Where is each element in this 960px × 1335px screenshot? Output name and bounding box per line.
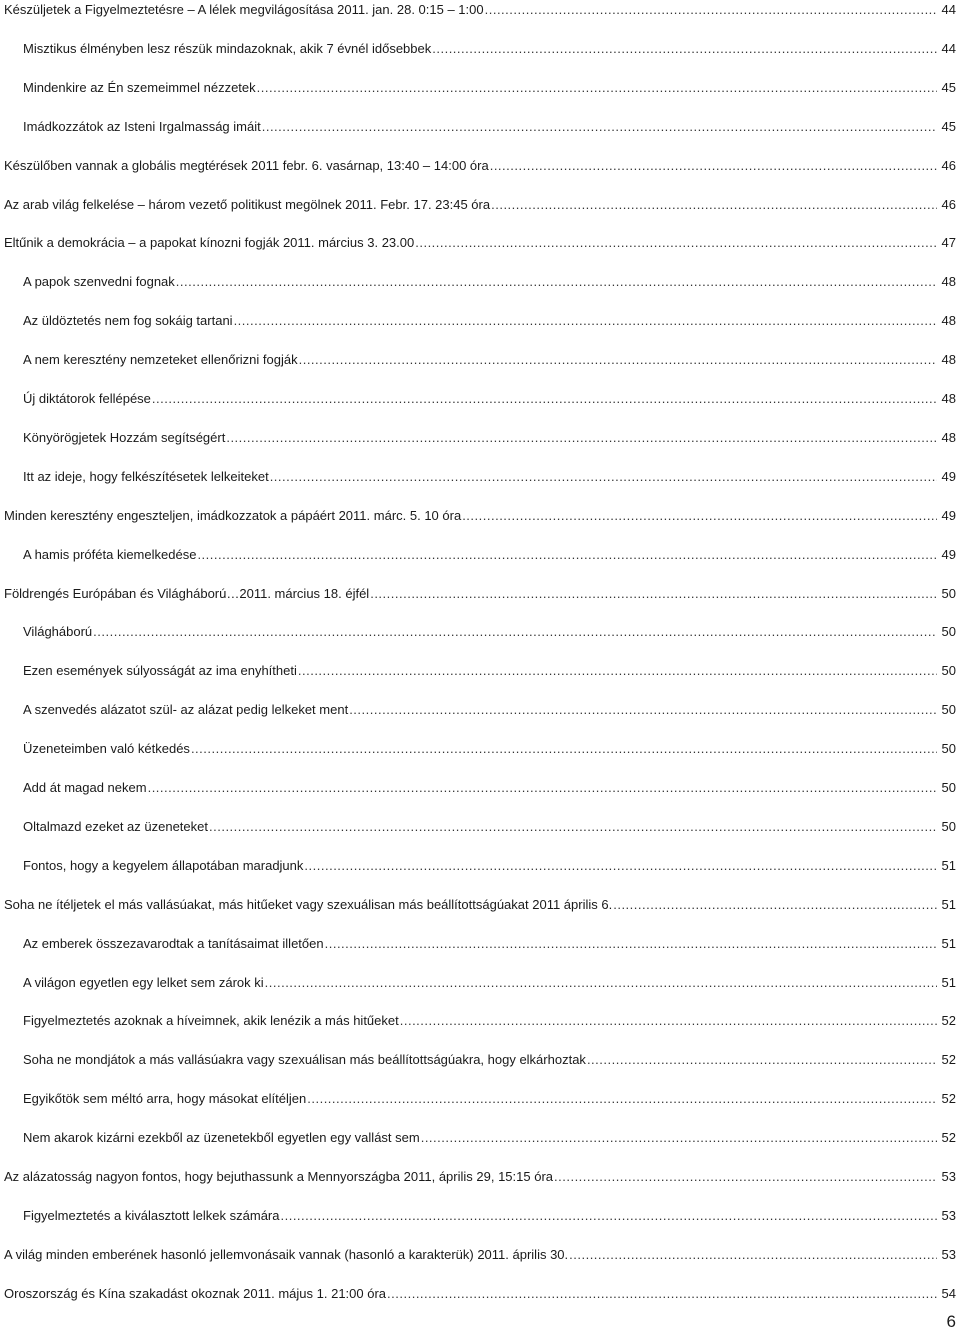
toc-entry[interactable] [4, 1245, 956, 1265]
toc-entry-title: Fontos, hogy a kegyelem állapotában maradjunk [23, 857, 304, 873]
toc-entry-title: Földrengés Európában és Világháború…2011. március 18. éjfél [4, 585, 370, 601]
dot-leader [613, 895, 937, 915]
toc-entry-page: 53 [941, 1169, 956, 1184]
toc-entry[interactable] [23, 467, 956, 487]
toc-entry[interactable] [4, 156, 956, 176]
toc-entry-title: Az emberek összezavarodtak a tanításaimat illetően [23, 935, 324, 951]
toc-entry-page: 51 [941, 857, 956, 873]
toc-entry-title: Az arab világ felkelése – három vezető politikust megölnek 2011. Febr. 17. 23:45 óra [4, 196, 491, 212]
toc-entry-title: A szenvedés alázatot szül- az alázat pedig lelkeket ment [23, 702, 349, 718]
dot-leader [587, 1050, 937, 1070]
toc-entry-page: 49 [941, 546, 956, 562]
toc-entry-title: A papok szenvedni fognak [23, 274, 175, 290]
dot-leader [421, 1128, 937, 1148]
toc-entry[interactable] [23, 739, 956, 759]
toc-entry-page: 46 [941, 157, 956, 173]
toc-entry-title: Imádkozzátok az Isteni Irgalmasság imáit [23, 118, 261, 134]
toc-entry-page: 54 [941, 1285, 956, 1301]
toc-entry-page: 50 [941, 624, 956, 640]
dot-leader [191, 739, 937, 759]
dot-leader [152, 389, 937, 409]
toc-entry-page: 47 [941, 235, 956, 251]
toc-entry[interactable] [23, 1206, 956, 1226]
toc-entry-page: 48 [941, 274, 956, 290]
toc-entry-title: Figyelmeztetés a kiválasztott lelkek számára [23, 1207, 280, 1223]
toc-entry-page: 50 [941, 702, 956, 718]
toc-entry-title: A világ minden emberének hasonló jellemvonásaik vannak (hasonló a karakterük) 2011. április 30. [4, 1246, 569, 1262]
toc-entry[interactable] [23, 272, 956, 292]
toc-entry[interactable] [4, 1167, 956, 1187]
toc-entry[interactable] [23, 856, 956, 876]
toc-entry-page: 48 [941, 391, 956, 406]
toc-entry[interactable] [23, 934, 956, 954]
toc-entry-page: 50 [941, 585, 956, 601]
dot-leader [485, 0, 937, 20]
dot-leader [569, 1245, 937, 1265]
toc-entry-page: 53 [941, 1207, 956, 1223]
toc-entry[interactable] [23, 311, 956, 331]
toc-entry-title: Add át magad nekem [23, 780, 147, 795]
toc-entry-title: Egyikőtök sem méltó arra, hogy másokat elítéljen [23, 1091, 307, 1107]
toc-entry-page: 46 [941, 196, 956, 212]
toc-entry-title: Új diktátorok fellépése [23, 391, 151, 406]
dot-leader [415, 233, 937, 253]
toc-entry-page: 52 [941, 1013, 956, 1029]
toc-entry[interactable] [4, 506, 956, 526]
toc-entry-title: Készülőben vannak a globális megtérések 2011 febr. 6. vasárnap, 13:40 – 14:00 óra [4, 157, 489, 173]
toc-entry[interactable] [23, 117, 956, 137]
dot-leader [234, 311, 937, 331]
dot-leader [491, 195, 937, 215]
toc-entry-page: 44 [941, 40, 956, 56]
toc-entry-page: 45 [941, 79, 956, 95]
toc-entry-title: Az alázatosság nagyon fontos, hogy bejuthassunk a Mennyországba 2011, április 29, 15:15 óra [4, 1169, 554, 1184]
toc-entry[interactable] [23, 778, 956, 798]
dot-leader [226, 428, 937, 448]
toc-entry-page: 51 [941, 935, 956, 951]
toc-entry-page: 49 [941, 468, 956, 484]
toc-entry[interactable] [4, 233, 956, 253]
toc-entry[interactable] [23, 1050, 956, 1070]
toc-entry-title: Nem akarok kizárni ezekből az üzenetekből egyetlen egy vallást sem [23, 1130, 420, 1146]
toc-entry[interactable] [23, 622, 956, 642]
toc-entry[interactable] [23, 1128, 956, 1148]
toc-entry-title: A világon egyetlen egy lelket sem zárok ki [23, 974, 264, 990]
toc-entry[interactable] [23, 817, 956, 837]
toc-entry-page: 53 [941, 1246, 956, 1262]
toc-entry[interactable] [23, 39, 956, 59]
toc-entry[interactable] [23, 428, 956, 448]
dot-leader [197, 545, 937, 565]
toc-entry[interactable] [23, 1089, 956, 1109]
toc-entry-title: Oroszország és Kína szakadást okoznak 2011. május 1. 21:00 óra [4, 1285, 387, 1301]
toc-entry[interactable] [23, 973, 956, 993]
toc-entry-page: 48 [941, 429, 956, 445]
dot-leader [400, 1011, 937, 1031]
dot-leader [270, 467, 937, 487]
toc-entry[interactable] [4, 0, 956, 20]
toc-entry-page: 49 [941, 507, 956, 523]
toc-entry-page: 51 [941, 974, 956, 990]
toc-entry[interactable] [4, 584, 956, 604]
toc-entry[interactable] [4, 895, 956, 915]
toc-entry[interactable] [4, 1284, 956, 1304]
toc-entry[interactable] [23, 700, 956, 720]
toc-entry-title: Könyörögjetek Hozzám segítségért [23, 429, 226, 445]
dot-leader [280, 1206, 937, 1226]
toc-entry-title: Mindenkire az Én szemeimmel nézzetek [23, 79, 256, 95]
toc-entry-page: 52 [941, 1052, 956, 1068]
toc-entry-page: 51 [941, 896, 956, 912]
dot-leader [265, 973, 937, 993]
dot-leader [299, 350, 937, 370]
toc-entry-page: 50 [941, 741, 956, 757]
toc-entry-title: Üzeneteimben való kétkedés [23, 741, 190, 757]
dot-leader [148, 778, 937, 798]
toc-entry-title: Készüljetek a Figyelmeztetésre – A lélek megvilágosítása 2011. jan. 28. 0:15 – 1:00 [4, 2, 484, 17]
toc-entry-title: Minden keresztény engeszteljen, imádkozzatok a pápáért 2011. márc. 5. 10 óra [4, 507, 462, 523]
toc-entry-page: 45 [941, 118, 956, 134]
dot-leader [349, 700, 937, 720]
dot-leader [304, 856, 937, 876]
dot-leader [176, 272, 937, 292]
toc-entry-title: Ezen események súlyosságát az ima enyhítheti [23, 663, 297, 679]
dot-leader [432, 39, 937, 59]
dot-leader [325, 934, 937, 954]
toc-entry[interactable] [23, 1011, 956, 1031]
toc-entry-title: Világháború [23, 624, 93, 640]
toc-entry-title: Misztikus élményben lesz részük mindazoknak, akik 7 évnél idősebbek [23, 40, 432, 56]
dot-leader [262, 117, 937, 137]
toc-entry-title: A nem keresztény nemzeteket ellenőrizni fogják [23, 352, 298, 368]
toc-entry[interactable] [23, 661, 956, 681]
toc-entry-page: 52 [941, 1130, 956, 1146]
toc-entry-title: Oltalmazd ezeket az üzeneteket [23, 818, 208, 834]
dot-leader [387, 1284, 937, 1304]
toc-entry-page: 44 [941, 2, 956, 17]
toc-entry[interactable] [4, 195, 956, 215]
toc-entry-title: Soha ne mondjátok a más vallásúakra vagy szexuálisan más beállítottságúakra, hogy elkárhoztak [23, 1052, 586, 1068]
toc-entry-title: Itt az ideje, hogy felkészítésetek lelkeiteket [23, 468, 269, 484]
toc-entry-page: 50 [941, 663, 956, 679]
toc-entry-title: Figyelmeztetés azoknak a híveimnek, akik lenézik a más hitűeket [23, 1013, 399, 1029]
toc-entry[interactable] [23, 545, 956, 565]
dot-leader [370, 584, 937, 604]
dot-leader [554, 1167, 937, 1187]
dot-leader [307, 1089, 937, 1109]
toc-entry-page: 52 [941, 1091, 956, 1107]
toc-entry[interactable] [23, 78, 956, 98]
toc-entry-page: 50 [941, 780, 956, 795]
toc-entry-title: Soha ne ítéljetek el más vallásúakat, más hitűeket vagy szexuálisan más beállítottságúakat 2011 április 6. [4, 896, 613, 912]
dot-leader [298, 661, 937, 681]
toc-entry-title: Eltűnik a demokrácia – a papokat kínozni fogják 2011. március 3. 23.00 [4, 235, 415, 251]
toc-entry-title: Az üldöztetés nem fog sokáig tartani [23, 313, 233, 329]
toc-entry-page: 48 [941, 352, 956, 368]
dot-leader [462, 506, 937, 526]
dot-leader [490, 156, 937, 176]
page-number: 6 [946, 1312, 956, 1331]
toc-entry-title: A hamis próféta kiemelkedése [23, 546, 197, 562]
dot-leader [209, 817, 937, 837]
dot-leader [93, 622, 937, 642]
toc-entry-page: 50 [941, 818, 956, 834]
dot-leader [257, 78, 937, 98]
toc-entry[interactable] [23, 389, 956, 409]
toc-entry[interactable] [23, 350, 956, 370]
toc-entry-page: 48 [941, 313, 956, 329]
